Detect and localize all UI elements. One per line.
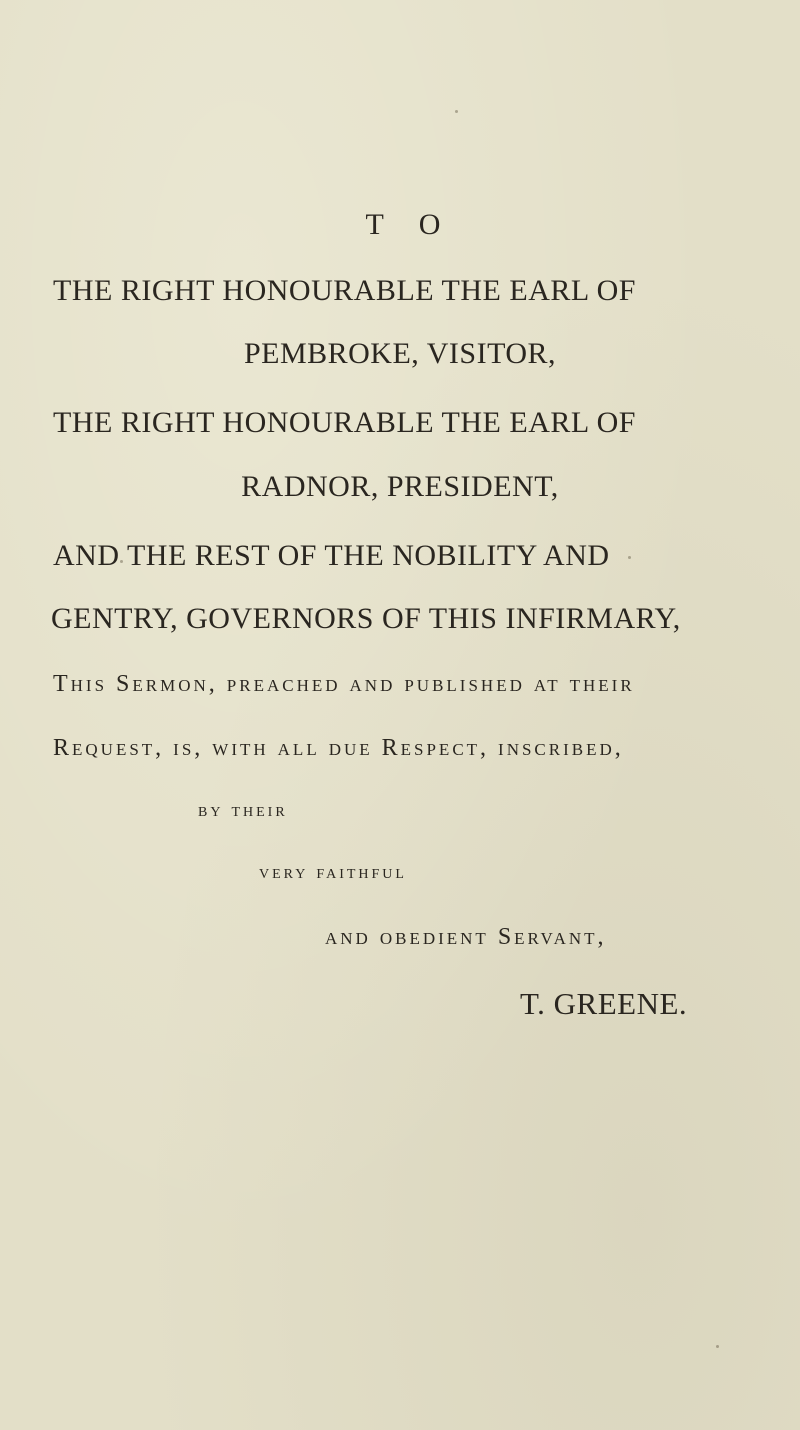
paper-speck [120, 560, 123, 563]
inscription-line-5: and obedient Servant, [325, 924, 607, 950]
paper-speck [628, 556, 631, 559]
paper-speck [716, 1345, 719, 1348]
inscription-line-3: by their [198, 799, 288, 821]
dedication-line-5: AND THE REST OF THE NOBILITY AND [53, 539, 610, 572]
dedication-heading: T O [365, 208, 455, 241]
inscription-line-4: very faithful [259, 861, 407, 883]
inscription-line-1: This Sermon, preached and published at their [53, 671, 635, 697]
dedication-line-4: RADNOR, PRESIDENT, [241, 470, 559, 503]
inscription-line-2: Request, is, with all due Respect, inscribed, [53, 735, 624, 761]
dedication-line-1: THE RIGHT HONOURABLE THE EARL OF [53, 274, 636, 307]
dedication-line-6: GENTRY, GOVERNORS OF THIS INFIRMARY, [51, 602, 681, 635]
paper-speck [455, 110, 458, 113]
dedication-line-3: THE RIGHT HONOURABLE THE EARL OF [53, 406, 636, 439]
dedication-line-2: PEMBROKE, VISITOR, [243, 337, 557, 370]
signature: T. GREENE. [520, 986, 688, 1021]
